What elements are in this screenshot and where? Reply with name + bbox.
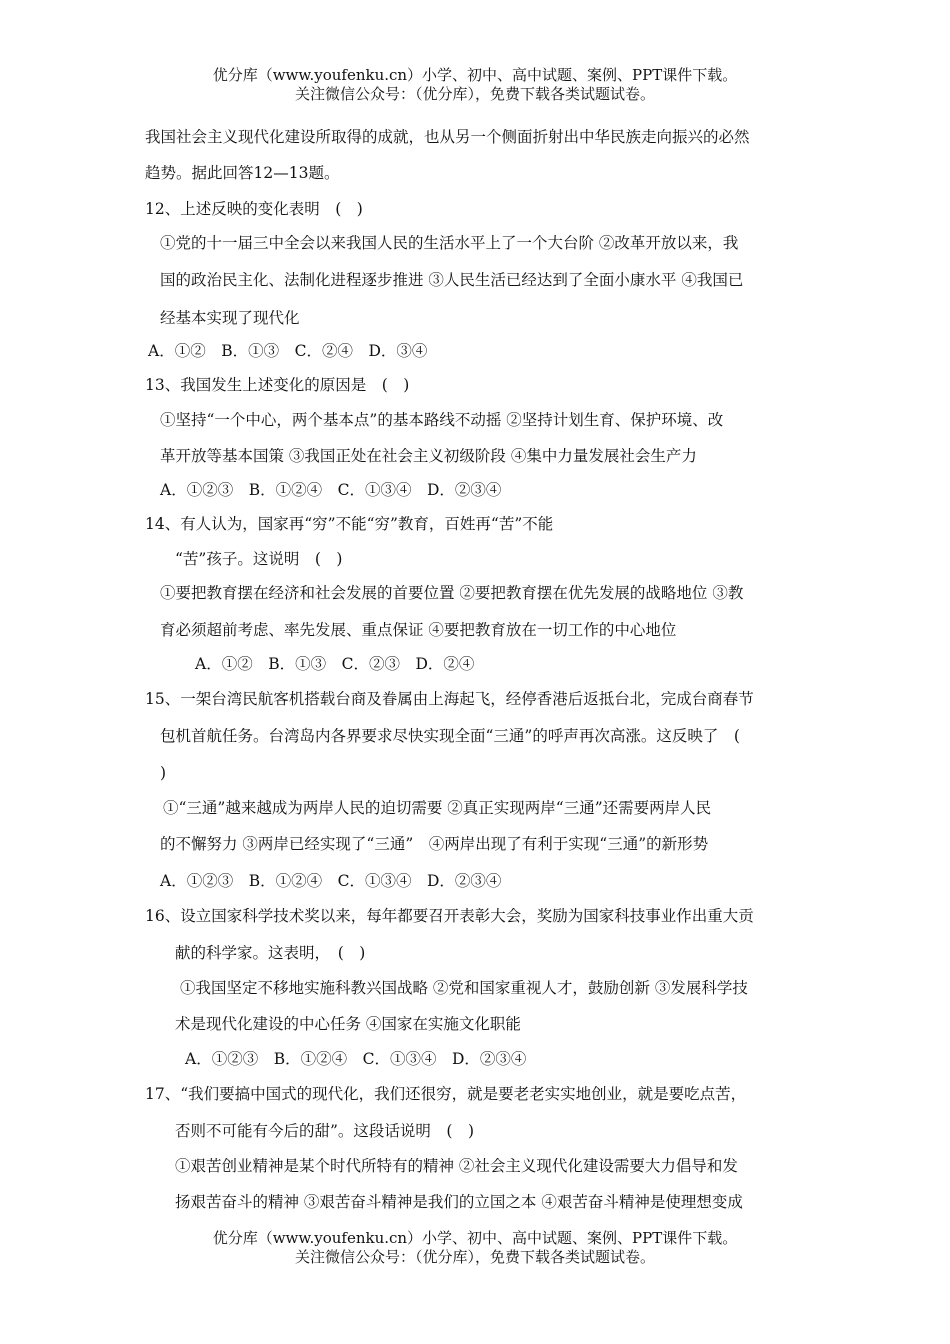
question-14-options-line-2: 育必须超前考虑、率先发展、重点保证 ④要把教育放在一切工作的中心地位 — [160, 621, 677, 639]
question-13-stem: 13、我国发生上述变化的原因是 ( ) — [145, 376, 410, 394]
question-15-stem-line-3: ) — [160, 764, 167, 782]
header-line-2: 关注微信公众号：（优分库），免费下载各类试题试卷。 — [294, 85, 655, 103]
question-15-options-line-2: 的不懈努力 ③两岸已经实现了“三通” ④两岸出现了有利于实现“三通”的新形势 — [160, 835, 709, 853]
question-12-options-line-2: 国的政治民主化、法制化进程逐步推进 ③人民生活已经达到了全面小康水平 ④我国已 — [160, 271, 744, 289]
question-12-stem: 12、上述反映的变化表明 ( ) — [145, 200, 363, 218]
question-15-answers: A．①②③ B．①②④ C．①③④ D．②③④ — [160, 872, 502, 890]
question-15-options-line-1: ①“三通”越来越成为两岸人民的迫切需要 ②真正实现两岸“三通”还需要两岸人民 — [163, 799, 712, 817]
page-footer — [0, 1229, 950, 1267]
question-14-answers: A．①② B．①③ C．②③ D．②④ — [195, 655, 475, 673]
question-12-options-line-3: 经基本实现了现代化 — [160, 309, 300, 327]
question-17-stem-line-2: 否则不可能有今后的甜”。这段话说明 ( ) — [175, 1122, 475, 1140]
question-16-stem-line-2: 献的科学家。这表明， ( ) — [175, 944, 366, 962]
question-16-options-line-2: 术是现代化建设的中心任务 ④国家在实施文化职能 — [175, 1015, 521, 1033]
question-14-options-line-1: ①要把教育摆在经济和社会发展的首要位置 ②要把教育摆在优先发展的战略地位 ③教 — [160, 584, 744, 602]
question-16-answers: A．①②③ B．①②④ C．①③④ D．②③④ — [185, 1050, 527, 1068]
question-16-stem-line-1: 16、设立国家科学技术奖以来，每年都要召开表彰大会，奖励为国家科技事业作出重大贡 — [145, 907, 754, 925]
footer-line-1: 优分库（www.youfenku.cn）小学、初中、高中试题、案例、PPT课件下载。 — [212, 1229, 738, 1247]
question-16-options-line-1: ①我国坚定不移地实施科教兴国战略 ②党和国家重视人才，鼓励创新 ③发展科学技 — [180, 979, 748, 997]
question-13-options-line-1: ①坚持“一个中心，两个基本点”的基本路线不动摇 ②坚持计划生育、保护环境、改 — [160, 411, 724, 429]
intro-line-2: 趋势。据此回答12—13题。 — [145, 164, 340, 182]
question-17-options-line-2: 扬艰苦奋斗的精神 ③艰苦奋斗精神是我们的立国之本 ④艰苦奋斗精神是使理想变成 — [175, 1193, 743, 1211]
question-17-options-line-1: ①艰苦创业精神是某个时代所特有的精神 ②社会主义现代化建设需要大力倡导和发 — [175, 1157, 738, 1175]
question-14-stem-line-1: 14、有人认为，国家再“穷”不能“穷”教育，百姓再“苦”不能 — [145, 515, 554, 533]
question-12-options-line-1: ①党的十一届三中全会以来我国人民的生活水平上了一个大台阶 ②改革开放以来，我 — [160, 234, 739, 252]
question-13-answers: A．①②③ B．①②④ C．①③④ D．②③④ — [160, 481, 502, 499]
intro-line-1: 我国社会主义现代化建设所取得的成就，也从另一个侧面折射出中华民族走向振兴的必然 — [145, 128, 750, 146]
page-header — [0, 66, 950, 104]
question-13-options-line-2: 革开放等基本国策 ③我国正处在社会主义初级阶段 ④集中力量发展社会生产力 — [160, 447, 697, 465]
question-15-stem-line-2: 包机首航任务。台湾岛内各界要求尽快实现全面“三通”的呼声再次高涨。这反映了 ( — [160, 727, 740, 745]
footer-line-2: 关注微信公众号：（优分库），免费下载各类试题试卷。 — [294, 1248, 655, 1266]
question-15-stem-line-1: 15、一架台湾民航客机搭载台商及眷属由上海起飞，经停香港后返抵台北，完成台商春节 — [145, 690, 754, 708]
question-17-stem-line-1: 17、“我们要搞中国式的现代化，我们还很穷，就是要老老实实地创业，就是要吃点苦， — [145, 1085, 747, 1103]
question-14-stem-line-2: “苦”孩子。这说明 ( ) — [175, 550, 343, 568]
header-line-1: 优分库（www.youfenku.cn）小学、初中、高中试题、案例、PPT课件下载。 — [212, 66, 738, 84]
question-12-answers: A．①② B．①③ C．②④ D．③④ — [148, 342, 428, 360]
